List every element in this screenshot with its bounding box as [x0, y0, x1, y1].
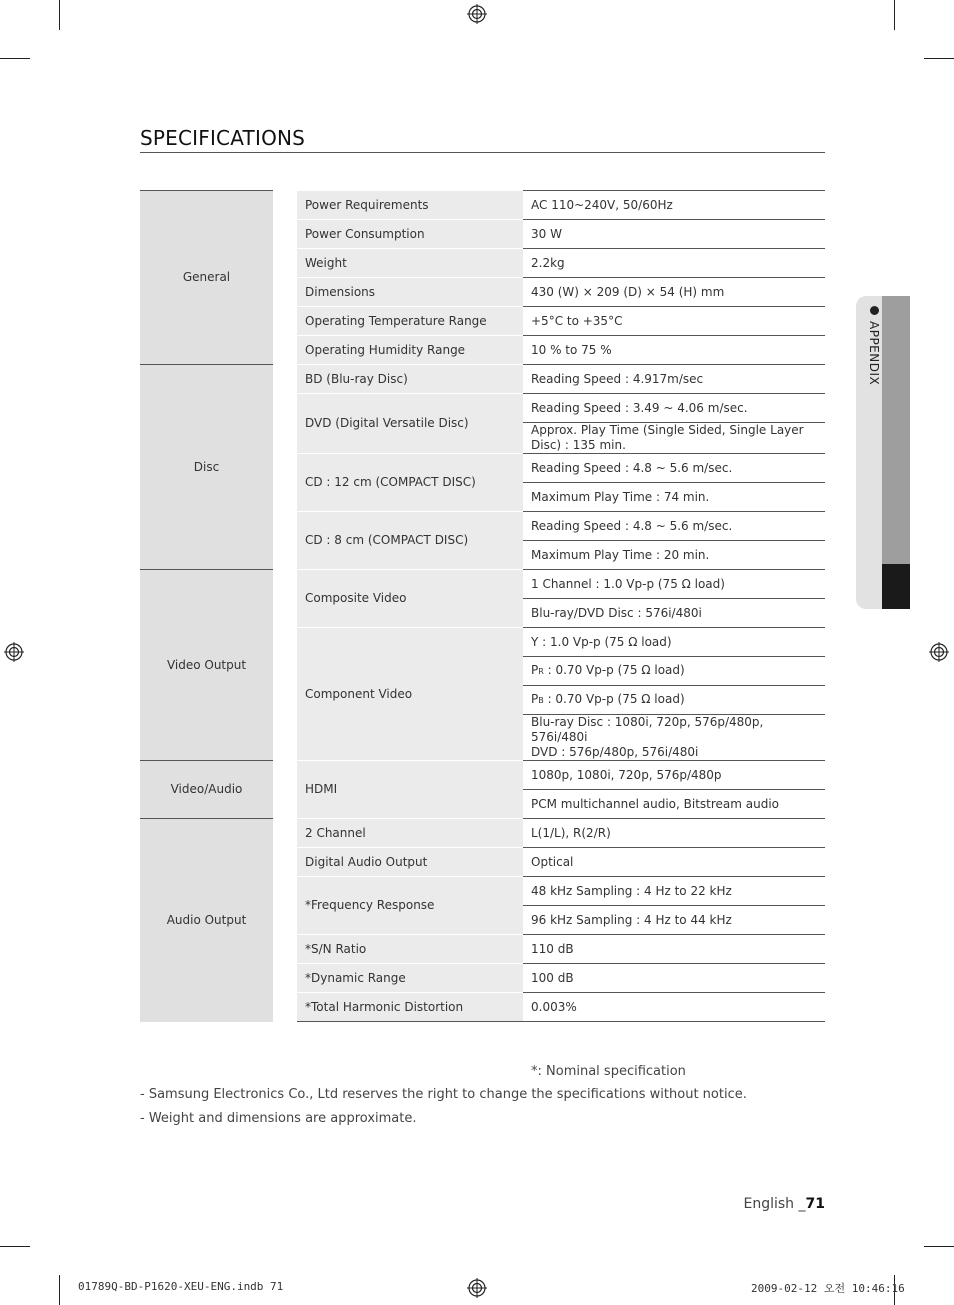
spec-value: 1 Channel : 1.0 Vp-p (75 Ω load) [523, 570, 825, 599]
disclaimer-note: - Samsung Electronics Co., Ltd reserves the right to change the specifications without notice. [140, 1087, 747, 1102]
spec-value: Maximum Play Time : 74 min. [523, 483, 825, 512]
spec-value: Optical [523, 848, 825, 877]
spec-item: CD : 12 cm (COMPACT DISC) [297, 454, 523, 512]
registration-mark-icon [929, 642, 949, 662]
spec-item: BD (Blu-ray Disc) [297, 365, 523, 394]
side-tab-marker [882, 564, 910, 609]
spec-item: CD : 8 cm (COMPACT DISC) [297, 512, 523, 570]
pb-subscript: B [538, 696, 544, 705]
spec-value: AC 110~240V, 50/60Hz [523, 191, 825, 220]
spec-value-line: Blu-ray Disc : 1080i, 720p, 576p/480p, 576i/480i [531, 715, 764, 744]
table-row [140, 819, 825, 848]
spec-value [523, 686, 825, 715]
spec-value: +5°C to +35°C [523, 307, 825, 336]
page-number [700, 1196, 825, 1212]
spec-value: Reading Speed : 4.917m/sec [523, 365, 825, 394]
spec-value: Maximum Play Time : 20 min. [523, 541, 825, 570]
spec-value: 30 W [523, 220, 825, 249]
footer-page-number: 71 [805, 1196, 825, 1212]
bullet-icon [870, 306, 879, 315]
print-slug-right: 2009-02-12 오전 10:46:16 [751, 1282, 905, 1295]
pr-prefix: P [531, 663, 539, 677]
specifications-table [140, 190, 825, 1022]
spec-value: 1080p, 1080i, 720p, 576p/480p [523, 761, 825, 790]
side-tab-text: APPENDIX [867, 321, 881, 386]
nominal-note: *: Nominal specification [531, 1064, 686, 1079]
registration-mark-icon [4, 642, 24, 662]
side-tab-label [859, 306, 881, 426]
category-video-output: Video Output [140, 570, 273, 761]
pr-subscript: R [538, 667, 544, 676]
spec-item: DVD (Digital Versatile Disc) [297, 394, 523, 454]
spec-item: 2 Channel [297, 819, 523, 848]
category-disc: Disc [140, 365, 273, 570]
spec-value: L(1/L), R(2/R) [523, 819, 825, 848]
spec-item: Power Requirements [297, 191, 523, 220]
footer-lang: English _ [743, 1196, 806, 1212]
spec-value: Blu-ray/DVD Disc : 576i/480i [523, 599, 825, 628]
spec-value: Approx. Play Time (Single Sided, Single Layer Disc) : 135 min. [523, 423, 825, 454]
spec-item: Dimensions [297, 278, 523, 307]
table-row [140, 570, 825, 599]
page-title: SPECIFICATIONS [140, 126, 825, 153]
spec-value: 2.2kg [523, 249, 825, 278]
crop-mark [0, 1246, 30, 1247]
crop-mark [924, 1246, 954, 1247]
spec-value: Reading Speed : 4.8 ~ 5.6 m/sec. [523, 454, 825, 483]
category-video-audio: Video/Audio [140, 761, 273, 819]
pb-prefix: P [531, 692, 539, 706]
side-tab-bar [882, 296, 910, 564]
spec-value: 430 (W) × 209 (D) × 54 (H) mm [523, 278, 825, 307]
spec-value-line: DVD : 576p/480p, 576i/480i [531, 745, 699, 759]
registration-mark-icon [467, 1278, 487, 1298]
spec-value: 48 kHz Sampling : 4 Hz to 22 kHz [523, 877, 825, 906]
spec-item: Weight [297, 249, 523, 278]
spec-value: PCM multichannel audio, Bitstream audio [523, 790, 825, 819]
crop-mark [924, 58, 954, 59]
table-row [140, 191, 825, 220]
pb-rest: : 0.70 Vp-p (75 Ω load) [543, 692, 685, 706]
spec-item: Digital Audio Output [297, 848, 523, 877]
approximation-note: - Weight and dimensions are approximate. [140, 1111, 417, 1126]
registration-mark-icon [467, 4, 487, 24]
spec-value: Reading Speed : 4.8 ~ 5.6 m/sec. [523, 512, 825, 541]
spec-item: Operating Temperature Range [297, 307, 523, 336]
table-row [140, 761, 825, 790]
spec-item: Operating Humidity Range [297, 336, 523, 365]
spec-value: 110 dB [523, 935, 825, 964]
spec-value: 10 % to 75 % [523, 336, 825, 365]
spec-value: Reading Speed : 3.49 ~ 4.06 m/sec. [523, 394, 825, 423]
crop-mark [59, 1275, 60, 1305]
spec-value: 100 dB [523, 964, 825, 993]
print-slug-left: 01789Q-BD-P1620-XEU-ENG.indb 71 [78, 1280, 284, 1293]
crop-mark [0, 58, 30, 59]
spec-value: 0.003% [523, 993, 825, 1022]
spec-item: *Total Harmonic Distortion [297, 993, 523, 1022]
spec-value: 96 kHz Sampling : 4 Hz to 44 kHz [523, 906, 825, 935]
crop-mark [59, 0, 60, 30]
spec-value: Y : 1.0 Vp-p (75 Ω load) [523, 628, 825, 657]
pr-rest: : 0.70 Vp-p (75 Ω load) [543, 663, 685, 677]
spec-item: *Frequency Response [297, 877, 523, 935]
spec-value [523, 657, 825, 686]
spec-item: *Dynamic Range [297, 964, 523, 993]
spec-item: Composite Video [297, 570, 523, 628]
spec-item: Power Consumption [297, 220, 523, 249]
spec-item: Component Video [297, 628, 523, 761]
crop-mark [894, 0, 895, 30]
table-row [140, 365, 825, 394]
spec-item: *S/N Ratio [297, 935, 523, 964]
category-audio-output: Audio Output [140, 819, 273, 1022]
category-general: General [140, 191, 273, 365]
spec-value [523, 715, 825, 761]
spec-item: HDMI [297, 761, 523, 819]
